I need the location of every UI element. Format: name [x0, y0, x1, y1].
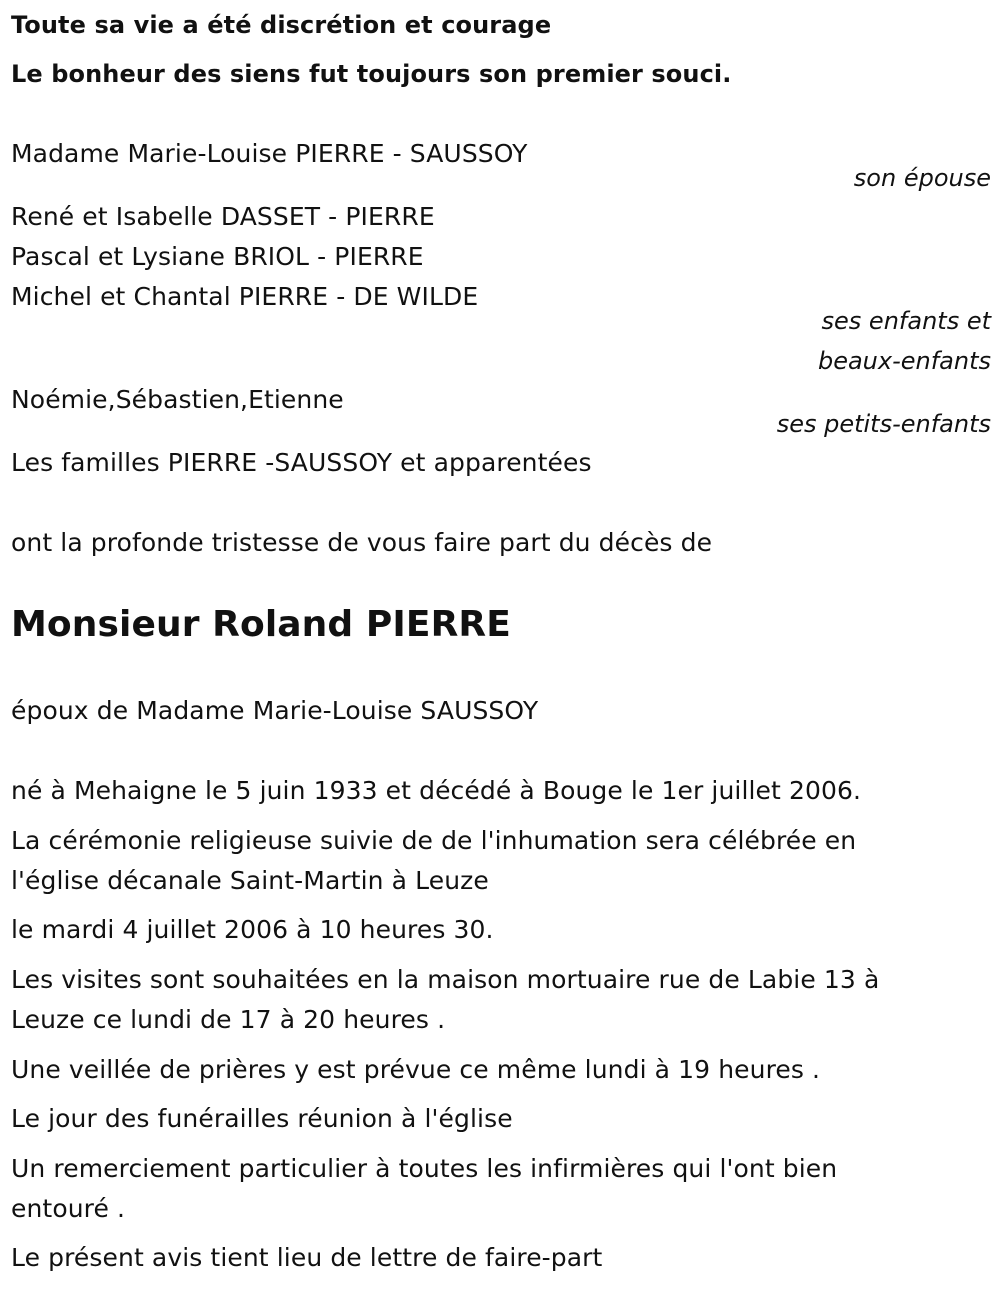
relatives-line: Les familles PIERRE -SAUSSOY et apparentées	[11, 448, 592, 477]
announcement-text: ont la profonde tristesse de vous faire part du décès de	[11, 528, 713, 557]
vigil-line: Une veillée de prières y est prévue ce même lundi à 19 heures .	[11, 1055, 821, 1084]
birth-death-line: né à Mehaigne le 5 juin 1933 et décédé à Bouge le 1er juillet 2006.	[11, 776, 862, 805]
spouse-role: son épouse	[853, 164, 991, 192]
deceased-relation: époux de Madame Marie-Louise SAUSSOY	[11, 696, 539, 725]
child-family-1: René et Isabelle DASSET - PIERRE	[11, 202, 435, 231]
meeting-line: Le jour des funérailles réunion à l'église	[11, 1104, 513, 1133]
motto-line-1: Toute sa vie a été discrétion et courage	[11, 11, 552, 39]
children-role-line-2: beaux-enfants	[817, 347, 991, 375]
deceased-name: Monsieur Roland PIERRE	[11, 604, 511, 645]
child-family-3: Michel et Chantal PIERRE - DE WILDE	[11, 282, 479, 311]
spouse-name: Madame Marie-Louise PIERRE - SAUSSOY	[11, 139, 528, 168]
children-role-line-1: ses enfants et	[821, 307, 991, 335]
notice-line: Le présent avis tient lieu de lettre de faire-part	[11, 1243, 603, 1272]
visits-line-2: Leuze ce lundi de 17 à 20 heures .	[11, 1005, 446, 1034]
ceremony-line-1: La cérémonie religieuse suivie de de l'inhumation sera célébrée en	[11, 826, 857, 855]
ceremony-date: le mardi 4 juillet 2006 à 10 heures 30.	[11, 915, 494, 944]
visits-line-1: Les visites sont souhaitées en la maison mortuaire rue de Labie 13 à	[11, 965, 880, 994]
ceremony-line-2: l'église décanale Saint-Martin à Leuze	[11, 866, 489, 895]
thanks-line-2: entouré .	[11, 1194, 126, 1223]
grandchildren-names: Noémie,Sébastien,Etienne	[11, 385, 344, 414]
child-family-2: Pascal et Lysiane BRIOL - PIERRE	[11, 242, 424, 271]
thanks-line-1: Un remerciement particulier à toutes les infirmières qui l'ont bien	[11, 1154, 838, 1183]
grandchildren-role: ses petits-enfants	[776, 410, 991, 438]
motto-line-2: Le bonheur des siens fut toujours son premier souci.	[11, 60, 732, 88]
